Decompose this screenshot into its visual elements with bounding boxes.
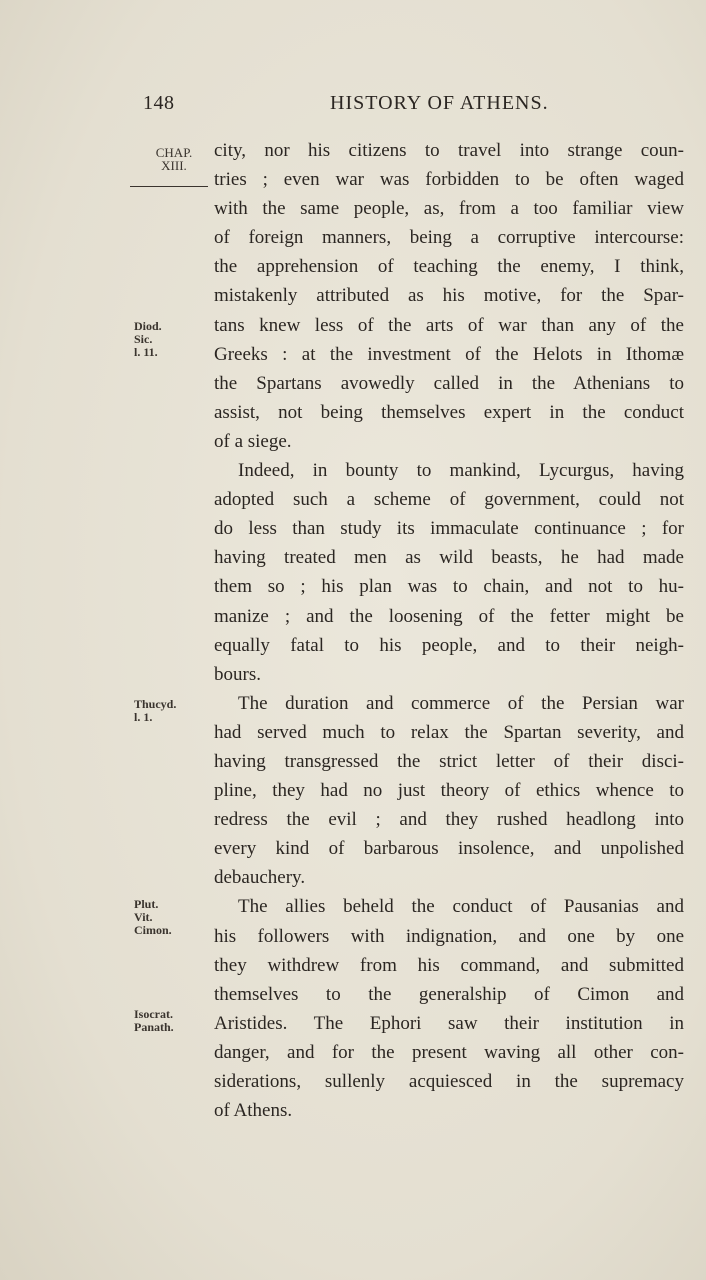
text-line: had served much to relax the Spartan severity, and — [214, 721, 684, 743]
text-line: The duration and commerce of the Persian war — [238, 692, 684, 714]
margin-note-plutarch: Plut. Vit. Cimon. — [134, 897, 172, 937]
text-line: redress the evil ; and they rushed headlong into — [214, 809, 684, 831]
text-line: Aristides. The Ephori saw their institution in — [214, 1012, 684, 1034]
chapter-label: CHAP. — [155, 145, 193, 160]
text-line: pline, they had no just theory of ethics whence to — [214, 780, 684, 802]
text-line: they withdrew from his command, and submitted — [214, 954, 684, 976]
chapter-marker — [150, 146, 198, 172]
text-line: tans knew less of the arts of war than any of the — [214, 314, 684, 336]
text-line: Indeed, in bounty to mankind, Lycurgus, having — [238, 460, 684, 482]
margin-note-diodorus: Diod. Sic. l. 11. — [134, 319, 162, 359]
text-line: of Athens. — [214, 1100, 293, 1122]
running-title: HISTORY OF ATHENS. — [330, 92, 549, 114]
text-line: equally fatal to his people, and to their neigh- — [214, 634, 684, 656]
text-line: them so ; his plan was to chain, and not to hu- — [214, 576, 684, 598]
text-line: assist, not being themselves expert in the conduct — [214, 401, 684, 423]
text-line: debauchery. — [214, 867, 306, 889]
page-number: 148 — [143, 92, 175, 114]
body-text — [214, 136, 684, 1125]
text-line: mistakenly attributed as his motive, for the Spar- — [214, 285, 684, 307]
paragraph-1 — [214, 136, 684, 456]
paragraph-3 — [214, 689, 684, 893]
chapter-number: XIII. — [161, 158, 187, 173]
margin-note-thucydides: Thucyd. l. 1. — [134, 697, 177, 724]
text-line: the apprehension of teaching the enemy, I think, — [214, 256, 684, 278]
paragraph-2 — [214, 456, 684, 689]
text-line: danger, and for the present waving all other con- — [214, 1041, 684, 1063]
text-line: of a siege. — [214, 430, 292, 452]
text-line: with the same people, as, from a too familiar view — [214, 198, 684, 220]
text-line: manize ; and the loosening of the fetter might be — [214, 605, 684, 627]
text-line: the Spartans avowedly called in the Athenians to — [214, 372, 684, 394]
text-line: bours. — [214, 663, 261, 685]
chapter-rule — [130, 186, 208, 187]
text-line: of foreign manners, being a corruptive intercourse: — [214, 227, 684, 249]
text-line: do less than study its immaculate continuance ; for — [214, 518, 684, 540]
text-line: siderations, sullenly acquiesced in the supremacy — [214, 1071, 684, 1092]
paragraph-4 — [214, 892, 684, 1125]
text-line: having treated men as wild beasts, he had made — [214, 547, 684, 569]
text-line: every kind of barbarous insolence, and unpolished — [214, 838, 684, 860]
text-line: city, nor his citizens to travel into strange coun- — [214, 140, 684, 161]
text-line: tries ; even war was forbidden to be often waged — [214, 169, 684, 191]
text-line: Greeks : at the investment of the Helots in Ithomæ — [214, 343, 684, 365]
text-line: his followers with indignation, and one by one — [214, 925, 684, 947]
text-line: adopted such a scheme of government, could not — [214, 489, 684, 511]
margin-note-isocrates: Isocrat. Panath. — [134, 1007, 174, 1034]
text-line: themselves to the generalship of Cimon and — [214, 983, 684, 1005]
text-line: The allies beheld the conduct of Pausanias and — [238, 896, 684, 918]
text-line: having transgressed the strict letter of their disci- — [214, 750, 684, 772]
page-header — [0, 90, 706, 120]
